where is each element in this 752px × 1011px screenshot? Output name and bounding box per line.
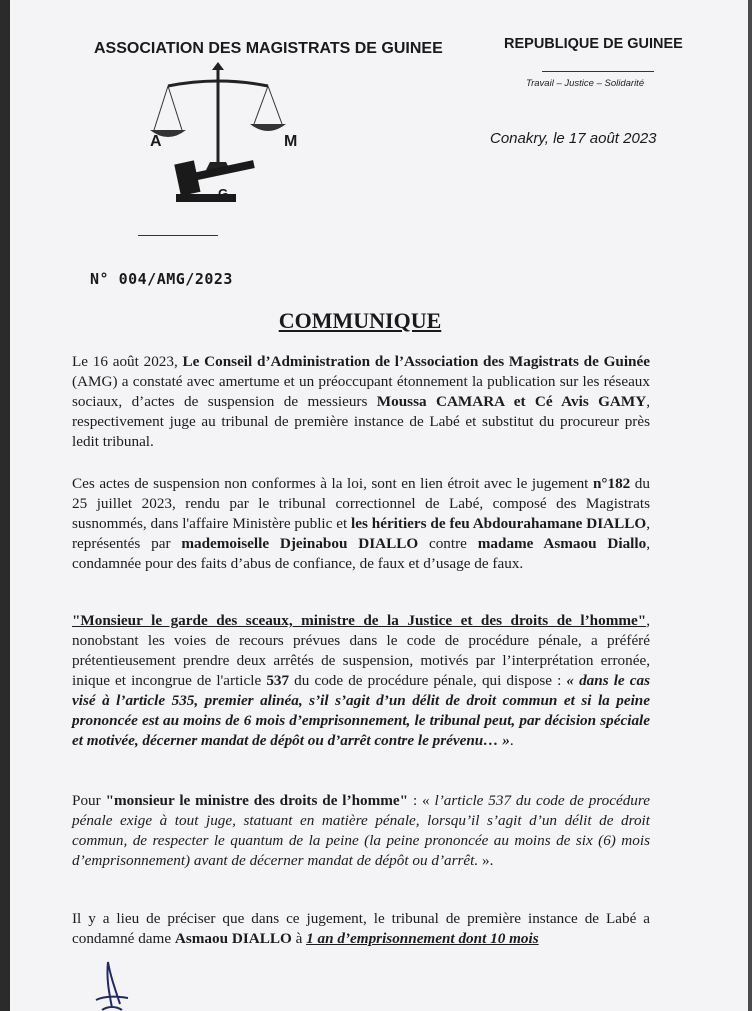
paragraph-3: [72, 611, 650, 751]
national-motto: Travail – Justice – Solidarité: [526, 78, 645, 89]
p2-bold-representative: mademoiselle Djeinabou DIALLO: [181, 535, 419, 552]
p1-text-c: (AMG) a constaté avec amertume et un préoccupant étonnement la publication sur les réseaux sociaux, d’actes de suspension de messieurs: [72, 373, 650, 410]
p5-bold-defendant: Asmaou DIALLO: [174, 930, 292, 947]
p4-text-e: ».: [478, 852, 494, 869]
p4-text-c: : «: [408, 792, 435, 809]
p2-text-g: contre: [418, 535, 478, 552]
p4-bold-minister: "monsieur le ministre des droits de l’homme": [105, 792, 409, 809]
scales-of-justice-logo-icon: [138, 62, 298, 212]
paragraph-4: [72, 791, 650, 871]
logo-letter-a: A: [150, 133, 162, 150]
republic-name: REPUBLIQUE DE GUINEE: [504, 36, 683, 52]
document-title: COMMUNIQUE: [278, 308, 442, 333]
p2-bold-heirs: les héritiers de feu Abdourahamane DIALLO: [351, 515, 647, 532]
p2-text-c: du 25 juillet 2023, rendu par le tribunal correctionnel de Labé, composé des Magistrats susnommés, dans l'affaire Ministère public et: [72, 475, 650, 532]
logo-letter-m: M: [284, 133, 298, 150]
p3-text-f: .: [509, 732, 514, 749]
republic-underline: [542, 71, 654, 72]
p1-bold-names: Moussa CAMARA et Cé Avis GAMY: [376, 393, 647, 410]
viewer-right-edge: [748, 0, 752, 1011]
p5-sentence: 1 an d’emprisonnement dont 10 mois: [306, 930, 539, 947]
p1-text-a: Le 16 août 2023,: [72, 353, 183, 370]
p2-text-i: , condamnée pour des faits d’abus de confiance, de faux et d’usage de faux.: [72, 535, 651, 572]
p5-text-a: Il y a lieu de préciser que dans ce jugement, le tribunal de première instance de Labé a condamné dame: [72, 910, 650, 947]
paragraph-2: [72, 474, 650, 574]
signature-icon: [82, 956, 142, 1011]
p1-bold-council: Le Conseil d’Administration de l’Association des Magistrats de Guinée: [182, 353, 650, 370]
paragraph-1: [72, 352, 650, 452]
p2-bold-judgment: n°182: [592, 475, 631, 492]
p2-bold-defendant: madame Asmaou Diallo: [477, 535, 647, 552]
p3-quote: « dans le cas visé à l’article 535, premier alinéa, s’il s’agit d’un délit de droit commun et si la peine prononcée est au moins de 6 mois d’emprisonnement, le tribunal peut, par décision spéciale et motivée, décerner mandat de dépôt ou d’arrêt contre le prévenu… »: [72, 672, 650, 749]
p3-text-d: du code de procédure pénale, qui dispose :: [289, 672, 567, 689]
p2-text-e: , représentés par: [72, 515, 650, 552]
p1-text-e: , respectivement juge au tribunal de première instance de Labé et substitut du procureur près ledit tribunal.: [72, 393, 651, 450]
p3-bold-article: 537: [266, 672, 290, 689]
document-page: [10, 0, 748, 1011]
p5-text-c: à: [291, 930, 307, 947]
reference-number: N° 004/AMG/2023: [90, 270, 233, 288]
logo-letter-g: G: [218, 186, 229, 201]
association-name: ASSOCIATION DES MAGISTRATS DE GUINEE: [94, 40, 443, 57]
p3-bold-minister: "Monsieur le garde des sceaux, ministre de la Justice et des droits de l’homme": [72, 612, 647, 629]
p4-text-a: Pour: [72, 792, 106, 809]
document-date: Conakry, le 17 août 2023: [490, 130, 657, 147]
gavel-icon: [174, 148, 257, 196]
p4-quote: l’article 537 du code de procédure pénale exige à tout juge, statuant en matière pénale, lorsqu’il s’agit d’un délit de droit commun, de respecter le quantum de la peine (la peine prononcée au moins de six (6) mois d’emprisonnement) avant de décerner mandat de dépôt ou d’arrêt.: [72, 792, 650, 869]
paragraph-5: [72, 909, 650, 949]
p3-text-b: , nonobstant les voies de recours prévues dans le code de procédure pénale, a préféré prétentieusement prendre deux arrêtés de suspension, motivés par l’interprétation erronée, inique et incongrue de l'article: [72, 612, 650, 689]
viewer-left-edge: [0, 0, 10, 1011]
p2-text-a: Ces actes de suspension non conformes à la loi, sont en lien étroit avec le jugement: [72, 475, 593, 492]
logo-underline: [138, 235, 218, 236]
